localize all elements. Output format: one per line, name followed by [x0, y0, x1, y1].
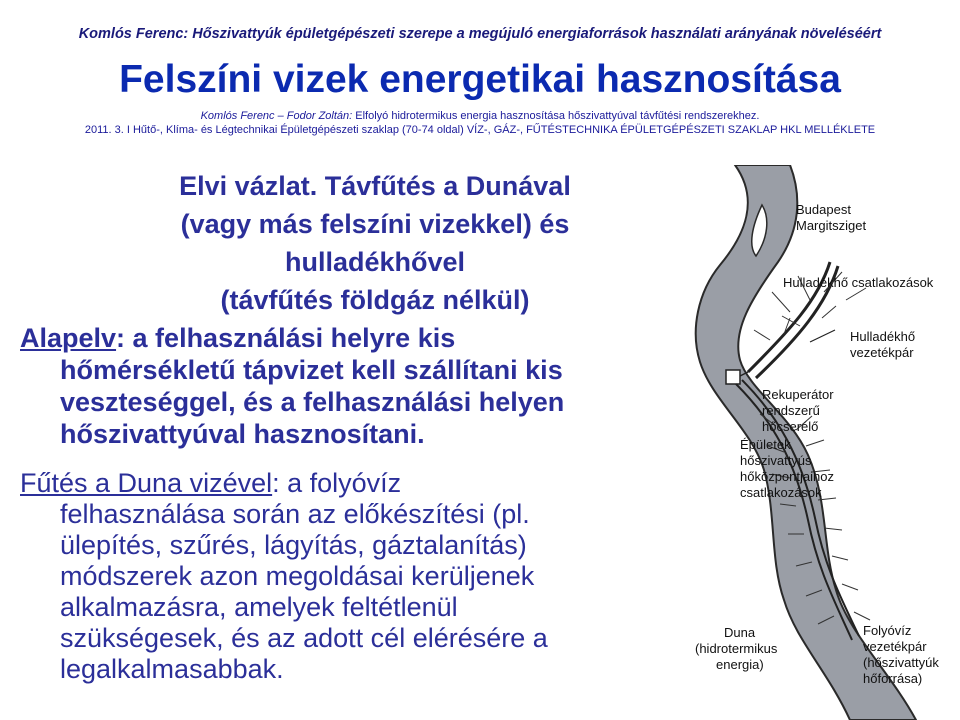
label-buildings-1: Épületek — [740, 437, 791, 452]
label-river-water-3: (hőszivattyúk — [863, 655, 939, 670]
heading-line: (távfűtés földgáz nélkül) — [220, 285, 530, 315]
reference-line-1 — [0, 110, 960, 122]
label-recuperator-1: Rekuperátor — [762, 387, 834, 402]
principle-line: hőszivattyúval hasznosítani. — [60, 419, 425, 449]
heading-line: Elvi vázlat. Távfűtés a Dunával — [179, 171, 571, 201]
heating-line: legalkalmasabbak. — [60, 654, 284, 684]
label-danube-1: Duna — [724, 625, 756, 640]
slide-title: Felszíni vizek energetikai hasznosítása — [119, 58, 841, 101]
principle-line: veszteséggel, és a felhasználási helyen — [60, 387, 565, 417]
principle-first-line: : a felhasználási helyre kis — [116, 323, 456, 353]
heading-line: szükségesek, és az adott cél elérésére a — [60, 623, 548, 653]
principle-label: Alapelv — [20, 323, 117, 353]
label-buildings-3: hőközpontjaihoz — [740, 469, 834, 484]
label-river-water-2: vezetékpár — [863, 639, 927, 654]
label-waste-heat-pipe-2: vezetékpár — [850, 345, 914, 360]
label-danube-3: energia) — [716, 657, 764, 672]
label-waste-heat-connections: Hulladékhő csatlakozások — [783, 275, 934, 290]
label-recuperator-2: rendszerű — [762, 403, 820, 418]
label-buildings-2: hőszivattyús — [740, 453, 812, 468]
label-buildings-4: csatlakozások — [740, 485, 822, 500]
reference-line-2: 2011. 3. I Hűtő-, Klíma- és Légtechnikai Épületgépészeti szaklap (70-74 oldal) VÍZ-, GÁZ-, FŰTÉSTECHNIKA ÉPÜLETGÉPÉSZETI SZAKLAP HKL MELLÉKLETE — [84, 124, 876, 136]
heating-paragraph — [20, 468, 660, 685]
principle-line: hőmérsékletű tápvizet kell szállítani kis — [60, 355, 563, 385]
label-river-water-1: Folyóvíz — [863, 623, 912, 638]
heating-label: Fűtés a Duna vizével — [20, 468, 273, 498]
label-budapest: Budapest — [796, 202, 851, 217]
label-danube-2: (hidrotermikus — [695, 641, 778, 656]
heating-line: módszerek azon megoldásai kerüljenek — [60, 561, 535, 591]
reference-authors: Komlós Ferenc – Fodor Zoltán: — [200, 110, 353, 122]
heating-line: felhasználása során az előkészítési (pl. — [60, 499, 530, 529]
label-margitsziget: Margitsziget — [796, 218, 867, 233]
recuperator-box — [726, 370, 740, 384]
presentation-header: Komlós Ferenc: Hőszivattyúk épületgépészeti szerepe a megújuló energiaforrások használati arányának növeléséért — [78, 26, 882, 42]
principle-paragraph — [20, 322, 680, 450]
label-recuperator-3: hőcserélő — [762, 419, 819, 434]
label-waste-heat-pipe-1: Hulladékhő — [850, 329, 916, 344]
heating-line: alkalmazásra, amelyek feltétlenül — [60, 592, 458, 622]
heading-line: (vagy más felszíni vizekkel) és — [180, 209, 570, 239]
heading-line: hulladékhővel — [284, 247, 466, 277]
heating-line: ülepítés, szűrés, lágyítás, gáztalanítás) — [60, 530, 527, 560]
heating-first-line: : a folyóvíz — [272, 468, 402, 498]
reference-text: Elfolyó hidrotermikus energia hasznosítása hőszivattyúval távfűtési rendszerekhez. — [352, 110, 760, 122]
sketch-heading — [90, 167, 660, 319]
label-river-water-4: hőforrása) — [863, 671, 923, 686]
district-heating-diagram — [672, 165, 960, 720]
